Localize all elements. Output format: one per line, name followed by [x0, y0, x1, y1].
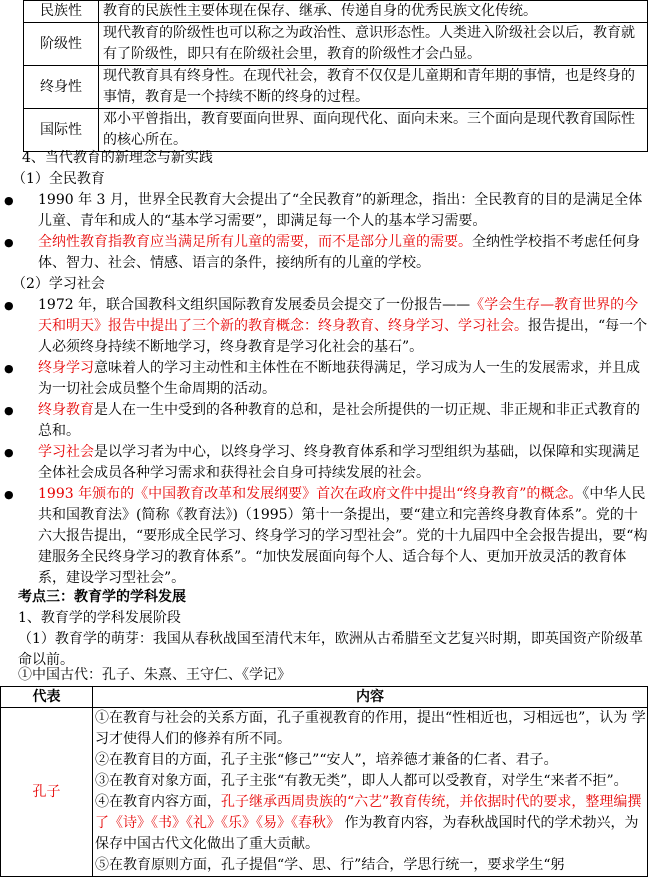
content-item — [95, 792, 647, 855]
row-key: 终身性 — [24, 66, 99, 109]
row-value: 现代教育的阶级性也可以称之为政治性、意识形态性。人类进入阶级社会以后，教育就有了阶级性，即只有在阶级社会里，教育的阶级性才会凸显。 — [99, 23, 648, 66]
section-heading: 4、当代教育的新理念与新实践 — [22, 150, 213, 166]
section-title: 考点三：教育学的学科发展 — [18, 589, 186, 605]
table-row — [24, 1, 648, 23]
column-header-content: 内容 — [93, 687, 648, 708]
table-row — [24, 66, 648, 109]
confucius-table — [0, 686, 648, 877]
highlight-text: 孔子继承西周贵族的“六艺”教育传统，并依据时代的要求，整理编撰了《诗》《书》《礼》《乐》《易》《春秋》 — [95, 794, 642, 831]
list-item-text: 报告提出，“每一个人必须终身持续不断地学习，终身教育是学习化社会的基石”。 — [38, 318, 648, 355]
list-item-text: 《中华人民共和国教育法》(简称《教育法》)（1995）第十一条提出，要“建立和完善终身教育体系”。党的十六大报告提出，“要形成全民学习、终身学习的学习型社会”。党的十九届四中全会报告提出，要“构建服务全民终身学习的教育体系”。“加快发展面向每个人、适合每个人、更加开放灵活的教育体系，建设学习型社会”。 — [38, 486, 648, 586]
list-item-text: 是以学习者为中心，以终身学习、终身教育体系和学习型组织为基础，以保障和实现满足全体社会成员各种学习需求和获得社会自身可持续发展的社会。 — [38, 444, 640, 481]
bullet-icon: ● — [4, 404, 14, 417]
table-row — [24, 109, 648, 152]
paragraph: ①中国古代：孔子、朱熹、王守仁、《学记》 — [18, 667, 291, 683]
highlight-text: 《学会生存—教育世界的今天和明天》报告中提出了三个新的教育概念：终身教育、终身学习、学习社会。 — [38, 297, 639, 334]
content-text: 作为教育内容，为春秋战国时代的学术勃兴，为保存中国古代文化做出了重大贡献。 — [95, 815, 639, 852]
bullet-icon: ● — [4, 446, 14, 459]
bullet-icon: ● — [4, 299, 14, 312]
characteristics-table — [23, 0, 648, 152]
content-cell — [93, 708, 648, 877]
table-row — [1, 708, 648, 877]
content-item: ⑤在教育原则方面，孔子提倡“学、思、行”结合，学思行统一，要求学生“躬 — [95, 857, 565, 873]
list-item — [4, 232, 649, 274]
list-item-text: 全纳性学校指不考虑任何身体、智力、社会、情感、语言的条件，接纳所有的儿童的学校。 — [38, 234, 640, 271]
representative-cell: 孔子 — [1, 708, 93, 877]
content-item: ③在教育对象方面，孔子主张“有教无类”，即人人都可以受教育，对学生“来者不拒”。 — [95, 773, 628, 789]
row-value: 邓小平曾指出，教育要面向世界、面向现代化、面向未来。三个面向是现代教育国际性的核心所在。 — [99, 109, 648, 152]
list-item — [4, 400, 649, 442]
highlight-text: 终身学习 — [38, 360, 94, 376]
row-key: 民族性 — [24, 1, 99, 23]
list-item — [4, 295, 649, 358]
paragraph: （1）教育学的萌芽：我国从春秋战国至清代末年，欧洲从古希腊至文艺复兴时期，即英国资产阶级革命以前。 — [18, 631, 643, 668]
content-item: ①在教育与社会的关系方面，孔子重视教育的作用，提出“性相近也，习相远也”，认为 学习才使得人们的修养有所不同。 — [95, 710, 646, 747]
bullet-icon: ● — [4, 236, 14, 249]
list-item — [4, 358, 649, 400]
subheading-learning-society: （2）学习社会 — [12, 276, 105, 292]
table-header-row — [1, 687, 648, 708]
list-item — [4, 442, 649, 484]
highlight-text: 终身教育 — [38, 402, 94, 418]
subheading-universal-education: （1）全民教育 — [12, 171, 105, 187]
row-value: 教育的民族性主要体现在保存、继承、传递自身的优秀民族文化传统。 — [99, 1, 648, 23]
bullet-icon: ● — [4, 362, 14, 375]
column-header-representative: 代表 — [1, 687, 93, 708]
bullet-icon: ● — [4, 488, 14, 501]
row-value: 现代教育具有终身性。在现代社会，教育不仅仅是儿童期和青年期的事情，也是终身的事情，教育是一个持续不断的终身的过程。 — [99, 66, 648, 109]
highlight-text: 全纳性教育指教育应当满足所有儿童的需要，而不是部分儿童的需要。 — [38, 234, 472, 250]
list-item — [4, 190, 649, 232]
list-item-text: 是人在一生中受到的各种教育的总和，是社会所提供的一切正规、非正规和非正式教育的总和。 — [38, 402, 640, 439]
bullet-icon: ● — [4, 194, 14, 207]
list-item-text: 1990 年 3 月，世界全民教育大会提出了“全民教育”的新理念，指出：全民教育的目的是满足全体儿童、青年和成人的“基本学习需要”，即满足每一个人的基本学习需要。 — [38, 192, 643, 229]
content-item: ②在教育目的方面，孔子主张“修己”“安人”，培养德才兼备的仁者、君子。 — [95, 752, 558, 768]
list-item — [4, 484, 649, 589]
row-key: 国际性 — [24, 109, 99, 152]
subsection-heading: 1、教育学的学科发展阶段 — [18, 610, 181, 626]
highlight-text: 1993 年颁布的《中国教育改革和发展纲要》首次在政府文件中提出“终身教育”的概念。 — [38, 486, 583, 502]
table-row — [24, 23, 648, 66]
content-text: ④在教育内容方面， — [95, 794, 221, 810]
list-item-text: 意味着人的学习主动性和主体性在不断地获得满足，学习成为人一生的发展需求，并且成为一切社会成员整个生命周期的活动。 — [38, 360, 640, 397]
highlight-text: 学习社会 — [38, 444, 94, 460]
row-key: 阶级性 — [24, 23, 99, 66]
list-item-text: 1972 年，联合国教科文组织国际教育发展委员会提交了一份报告—— — [38, 297, 471, 313]
